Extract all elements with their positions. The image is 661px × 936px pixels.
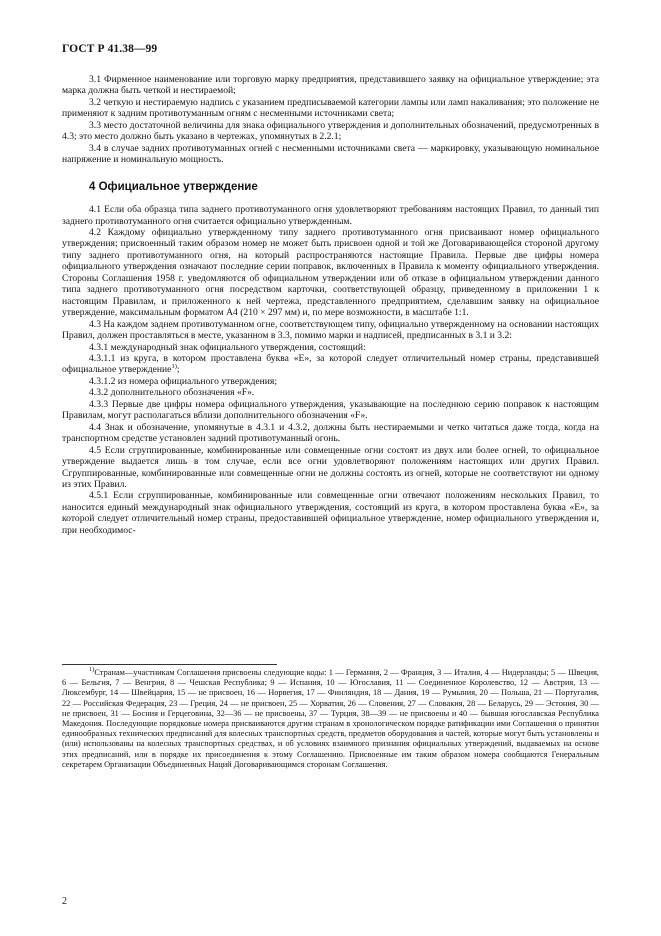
clause-4-4: 4.4 Знак и обозначение, упомянутые в 4.3.1 и 4.3.2, должны быть нестираемыми и четко читаться даже тогда, когда на транспортном средстве установлен задний противотуманный огонь.	[62, 421, 599, 445]
clause-3-4: 3.4 в случае задних противотуманных огней с несменными источниками света — маркировку, указывающую номинальное напряжение и номинальную мощность.	[62, 142, 599, 166]
clause-4-3-1-1	[62, 353, 599, 376]
clause-4-3-1-2: 4.3.1.2 из номера официального утверждения;	[89, 375, 278, 387]
footnote-marker: 1)	[89, 666, 95, 674]
clause-4-3-1: 4.3.1 международный знак официального утверждения, состоящий:	[89, 341, 366, 353]
footnote	[62, 668, 599, 770]
standard-code-header: ГОСТ Р 41.38—99	[62, 43, 158, 55]
clause-3-1: 3.1 Фирменное наименование или торговую марку предприятия, представившего заявку на официальное утверждение; эта марка должна быть четкой и нестираемой;	[62, 74, 599, 97]
clause-4-2: 4.2 Каждому официально утвержденному типу заднего противотуманного огня присваивают номер официального утверждения; присвоенный таким образом номер не может быть присвоен одной и той же Договаривающейся стороной другому типу заднего противотуманного огня, на который распространяются настоящие Правила. Первые две цифры номера официального утверждения означают последние серии поправок, включенных в Правила к моменту официального утверждения. Стороны Соглашения 1958 г. уведомляются об официальном утверждении или об отказе в официальном утверждении данного типа заднего противотуманного огня посредством карточки, соответствующей образцу, приведенному в приложении 1 к настоящим Правилам, и приложенного к ней чертежа, представленного предприятием, сделавшим заявку на официальное утверждение, максимальным форматом А4 (210 × 297 мм) и, по мере возможности, в масштабе 1:1.	[62, 226, 599, 319]
main-text	[62, 74, 599, 536]
clause-4-3-1-1-text: 4.3.1.1 из круга, в котором проставлена буква «Е», за которой следует отличительный номер страны, представившей официальное утверждение	[62, 352, 599, 376]
section-4-title: 4 Официальное утверждение	[89, 180, 258, 193]
clause-4-5: 4.5 Если сгруппированные, комбинированные или совмещенные огни состоят из двух или более огней, то официальное утверждение выдается лишь в том случае, если все огни удовлетворяют положениям настоящих или других Правил. Сгруппированные, комбинированные или совмещенные огни не должны состоять из огней, которые не соответствуют ни одному из этих Правил.	[62, 444, 599, 490]
footnote-area	[62, 664, 599, 770]
clause-4-3-2: 4.3.2 дополнительного обозначения «F».	[89, 387, 255, 399]
footnote-text: Странам—участникам Соглашения присвоены следующие коды: 1 — Германия, 2 — Франция, 3 — Италия, 4 — Нидерланды; 5 — Швеция, 6 — Бельгия, 7 — Венгрия, 8 — Чешская Республика; 9 — Испания, 10 — Югославия, 11 — Соединенное Королевство, 12 — Австрия, 13 — Люксембург, 14 — Швейцария, 15 — не присвоен, 16 — Норвегия, 17 — Финляндия, 18 — Дания, 19 — Румыния, 20 — Польша, 21 — Португалия, 22 — Российская Федерация, 23 — Греция, 24 — не присвоен, 25 — Хорватия, 26 — Словения, 27 — Словакия, 28 — Беларусь, 29 — Эстония, 30 — не присвоен, 31 — Босния и Герцеговина, 32—36 — не присвоены, 37 — Турция, 38—39 — не присвоены и 40 — бывшая югославская Республика Македония. Последующие порядковые номера присваиваются другим странам в хронологическом порядке ратификации ими Соглашения о принятии единообразных технических предписаний для колесных транспортных средств, предметов оборудования и частей, которые могут быть установлены и (или) использованы на колесных транспортных средствах, и об условиях взаимного признания официальных утверждений, выдаваемых на основе этих предписаний, или в порядке их присоединения к этому Соглашению. Присвоенные им таким образом номера сообщаются Генеральным секретарем Организации Объединенных Наций Договаривающимся сторонам Соглашения.	[62, 668, 599, 769]
clause-4-3-3: 4.3.3 Первые две цифры номера официального утверждения, указывающие на последнюю серию поправок к настоящим Правилам, могут располагаться вблизи дополнительного обозначения «F».	[62, 398, 599, 422]
clause-4-3: 4.3 На каждом заднем противотуманном огне, соответствующем типу, официально утвержденному на основании настоящих Правил, должен проставляться в месте, указанном в 3.3, помимо марки и надписей, предписанных в 3.1 и 3.2:	[62, 318, 599, 342]
footnote-reference: 1)	[171, 363, 177, 371]
clause-3-2: 3.2 четкую и нестираемую надпись с указанием предписываемой категории лампы или ламп накаливания; это положение не применяют к задним противотуманным огням с несменными источниками света;	[62, 96, 599, 120]
clause-4-5-1: 4.5.1 Если сгруппированные, комбинированные или совмещенные огни отвечают положениям нескольких Правил, то наносится единый международный знак официального утверждения, состоящий из круга, в котором проставлена буква «Е», за которой следует отличительный номер страны, предоставившей официальное утверждение, номер официального утверждения и, при необходимос-	[62, 490, 599, 536]
clause-4-3-1-1-end: ;	[176, 364, 180, 376]
page-number: 2	[62, 896, 67, 907]
footnote-divider	[62, 664, 277, 665]
clause-4-1: 4.1 Если оба образца типа заднего противотуманного огня удовлетворяют требованиям настоящих Правил, то данный тип заднего противотуманного огня считается официально утвержденным.	[62, 204, 599, 227]
clause-3-3: 3.3 место достаточной величины для знака официального утверждения и дополнительных обозначений, предусмотренных в 4.3; это место должно быть указано в чертежах, упомянутых в 2.2.1;	[62, 119, 599, 143]
